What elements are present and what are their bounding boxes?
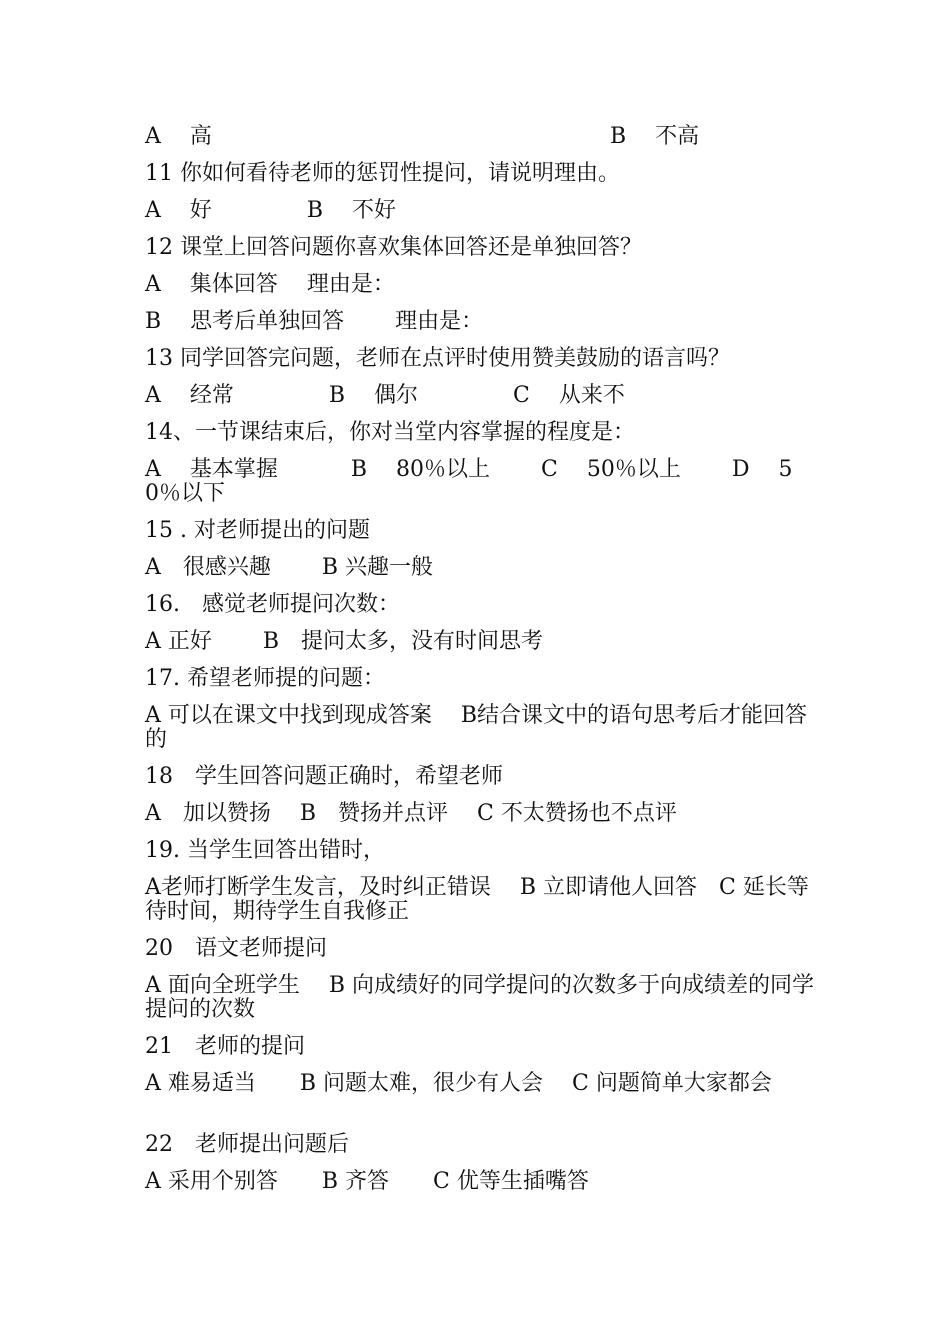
question-15: 15 . 对老师提出的问题 [145, 518, 370, 543]
question-13-options: A 经常 B 偶尔 C 从来不 [145, 383, 625, 408]
question-20-options: A 面向全班学生 B 向成绩好的同学提问的次数多于向成绩差的同学提问的次数 [145, 973, 815, 1022]
option-b: B 不高 [610, 124, 700, 149]
question-11: 11 你如何看待老师的惩罚性提问，请说明理由。 [145, 161, 620, 186]
question-21-options: A 难易适当 B 问题太难，很少有人会 C 问题简单大家都会 [145, 1071, 772, 1096]
question-19-options: A老师打断学生发言，及时纠正错误 B 立即请他人回答 C 延长等待时间，期待学生自我修正 [145, 875, 809, 924]
question-22-options: A 采用个别答 B 齐答 C 优等生插嘴答 [145, 1169, 589, 1194]
question-20: 20 语文老师提问 [145, 936, 327, 961]
question-14: 14、一节课结束后，你对当堂内容掌握的程度是： [145, 420, 635, 445]
question-17-options: A 可以在课文中找到现成答案 B结合课文中的语句思考后才能回答的 [145, 703, 808, 752]
question-18: 18 学生回答问题正确时，希望老师 [145, 764, 503, 789]
question-12: 12 课堂上回答问题你喜欢集体回答还是单独回答？ [145, 235, 642, 260]
question-11-options: A 好 B 不好 [145, 198, 397, 223]
question-13: 13 同学回答完问题，老师在点评时使用赞美鼓励的语言吗？ [145, 346, 730, 371]
question-14-options: A 基本掌握 B 80％以上 C 50％以上 D 50％以下 [145, 457, 793, 506]
question-12-option-b: B 思考后单独回答 理由是： [145, 309, 484, 334]
question-19: 19. 当学生回答出错时， [145, 838, 385, 863]
question-12-option-a: A 集体回答 理由是： [145, 272, 395, 297]
question-16-options: A 正好 B 提问太多，没有时间思考 [145, 629, 544, 654]
question-15-options: A 很感兴趣 B 兴趣一般 [145, 555, 434, 580]
question-18-options: A 加以赞扬 B 赞扬并点评 C 不太赞扬也不点评 [145, 801, 677, 826]
question-16: 16. 感觉老师提问次数： [145, 592, 400, 617]
option-a: A 高 [145, 124, 212, 149]
question-22: 22 老师提出问题后 [145, 1132, 349, 1157]
question-21: 21 老师的提问 [145, 1034, 305, 1059]
question-17: 17. 希望老师提的问题： [145, 666, 385, 691]
